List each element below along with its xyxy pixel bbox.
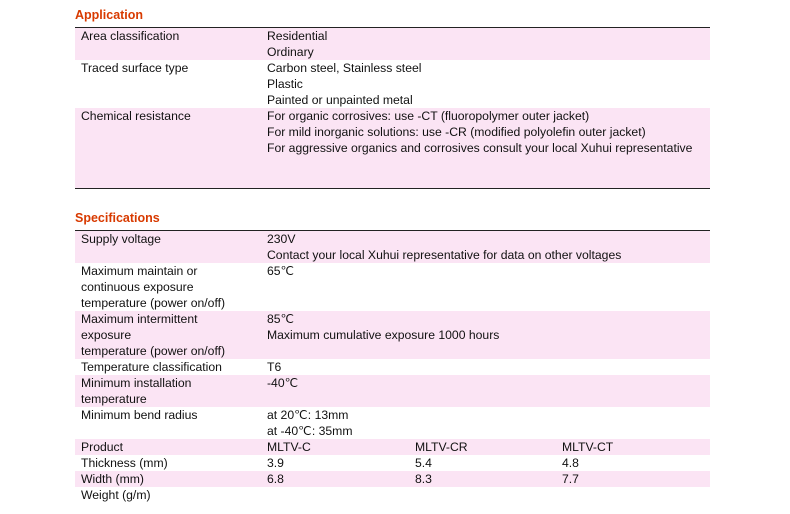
row-label: Supply voltage	[81, 232, 161, 246]
table-row	[75, 359, 710, 375]
row-value	[267, 471, 710, 487]
table-row	[75, 407, 710, 439]
product-name: MLTV-CT	[562, 440, 614, 454]
row-label: Area classification	[81, 29, 180, 43]
product-name: MLTV-C	[267, 440, 311, 454]
row-value: -40℃	[267, 376, 299, 390]
row-label: Temperature classification	[81, 360, 222, 374]
row-value: Carbon steel, Stainless steel Plastic Painted or unpainted metal	[267, 61, 422, 107]
table-row	[75, 311, 710, 359]
row-label: Traced surface type	[81, 61, 189, 75]
cell: 6.8	[267, 472, 284, 486]
row-label: Minimum installation temperature	[81, 376, 192, 406]
specifications-table	[75, 230, 710, 503]
cell	[415, 487, 562, 503]
product-name: MLTV-CR	[415, 440, 468, 454]
row-label: Maximum maintain or continuous exposure temperature (power on/off)	[81, 264, 226, 310]
row-value: Residential Ordinary	[267, 29, 328, 59]
row-value: 65℃	[267, 264, 295, 278]
table-row	[75, 375, 710, 407]
product-header-row	[75, 439, 710, 455]
application-heading: Application	[75, 8, 144, 22]
row-value: T6	[267, 360, 282, 374]
table-row	[75, 108, 710, 189]
cell: 7.7	[562, 472, 579, 486]
cell: 3.9	[267, 456, 284, 470]
table-row	[75, 60, 710, 108]
cell	[562, 487, 710, 503]
table-row	[75, 263, 710, 311]
row-label: Chemical resistance	[81, 109, 191, 123]
cell: 4.8	[562, 456, 579, 470]
row-value: at 20℃: 13mm at -40℃: 35mm	[267, 408, 353, 438]
row-label: Maximum intermittent exposure temperature (power on/off)	[81, 312, 226, 358]
table-row	[75, 27, 710, 60]
application-table	[75, 27, 710, 189]
row-label: Weight (g/m)	[81, 488, 151, 502]
row-label: Minimum bend radius	[81, 408, 198, 422]
row-value: 230V Contact your local Xuhui representative for data on other voltages	[267, 232, 622, 262]
row-label: Thickness (mm)	[81, 456, 168, 470]
table-row	[75, 455, 710, 471]
table-row	[75, 230, 710, 263]
cell: 8.3	[415, 472, 432, 486]
cell: 5.4	[415, 456, 432, 470]
table-row	[75, 471, 710, 487]
row-value: For organic corrosives: use -CT (fluoropolymer outer jacket) For mild inorganic solutions: use -CR (modified polyolefin outer jacket) For aggressive organics and corrosives consult your local Xuhui representative	[267, 109, 693, 155]
cell	[267, 487, 415, 503]
row-value: 85℃ Maximum cumulative exposure 1000 hours	[267, 312, 500, 342]
specifications-heading: Specifications	[75, 211, 160, 225]
row-value	[267, 455, 710, 471]
row-label: Product	[81, 440, 124, 454]
table-row	[75, 487, 710, 503]
row-value	[267, 487, 710, 503]
row-value	[267, 439, 710, 455]
row-label: Width (mm)	[81, 472, 144, 486]
